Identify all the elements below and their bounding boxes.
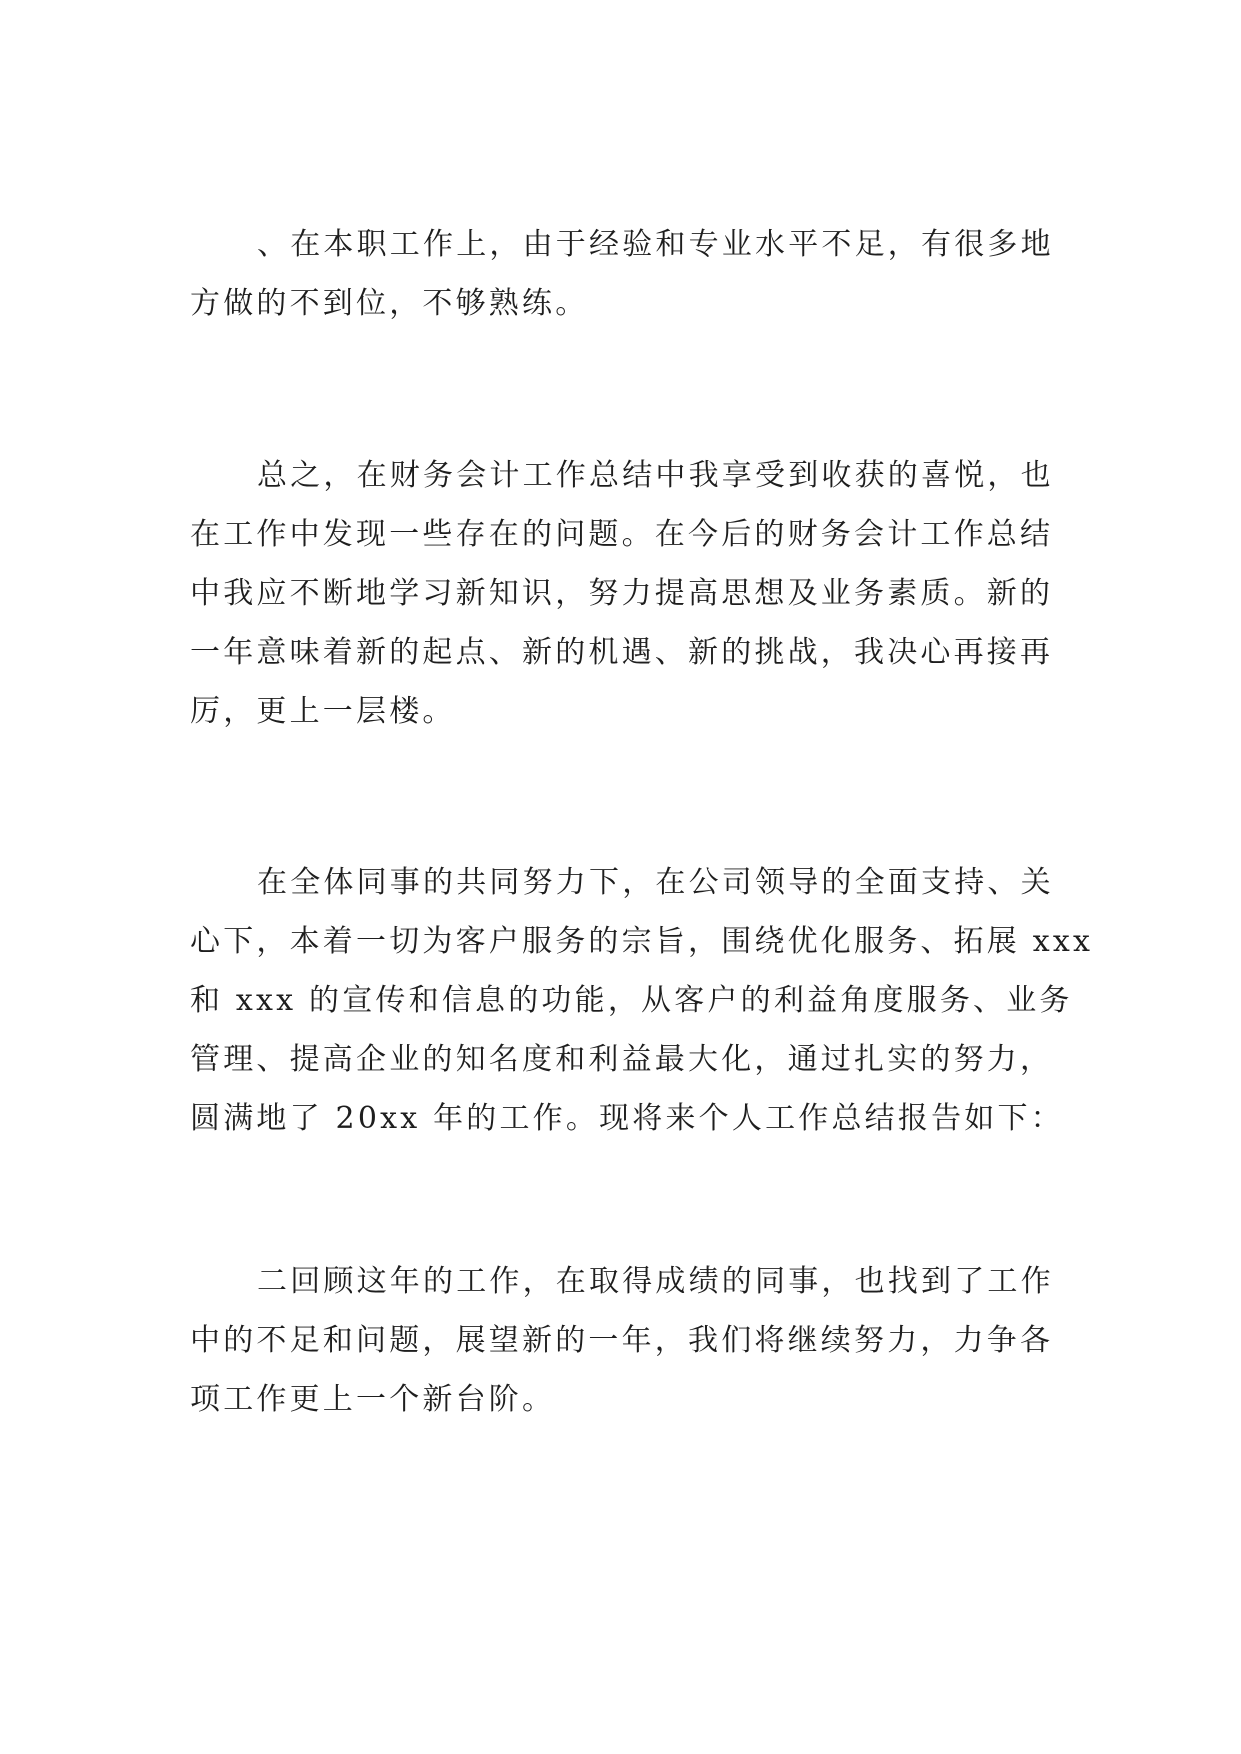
paragraph-line: 总之，在财务会计工作总结中我享受到收获的喜悦，也: [257, 458, 1054, 493]
paragraph-line: 在全体同事的共同努力下，在公司领导的全面支持、关: [257, 865, 1054, 900]
paragraph-2: [190, 446, 1062, 741]
paragraph-line: 心下，本着一切为客户服务的宗旨，围绕优化服务、拓展 xxx: [190, 924, 1094, 959]
paragraph-line: 中的不足和问题，展望新的一年，我们将继续努力，力争各: [190, 1323, 1054, 1358]
paragraph-line: 中我应不断地学习新知识，努力提高思想及业务素质。新的: [190, 576, 1054, 611]
paragraph-line: 方做的不到位，不够熟练。: [190, 286, 589, 321]
paragraph-line: 圆满地了 20xx 年的工作。现将来个人工作总结报告如下：: [190, 1101, 1064, 1136]
paragraph-line: 在工作中发现一些存在的问题。在今后的财务会计工作总结: [190, 517, 1054, 552]
paragraph-line: 、在本职工作上，由于经验和专业水平不足，有很多地: [257, 227, 1054, 262]
paragraph-4: [190, 1252, 1062, 1429]
paragraph-line: 和 xxx 的宣传和信息的功能，从客户的利益角度服务、业务: [190, 983, 1073, 1018]
paragraph-line: 厉，更上一层楼。: [190, 694, 456, 729]
paragraph-3: [190, 853, 1094, 1148]
paragraph-line: 管理、提高企业的知名度和利益最大化，通过扎实的努力，: [190, 1042, 1054, 1077]
paragraph-1: [190, 215, 1062, 333]
paragraph-line: 一年意味着新的起点、新的机遇、新的挑战，我决心再接再: [190, 635, 1054, 670]
paragraph-line: 项工作更上一个新台阶。: [190, 1382, 556, 1417]
paragraph-line: 二回顾这年的工作，在取得成绩的同事，也找到了工作: [257, 1264, 1054, 1299]
